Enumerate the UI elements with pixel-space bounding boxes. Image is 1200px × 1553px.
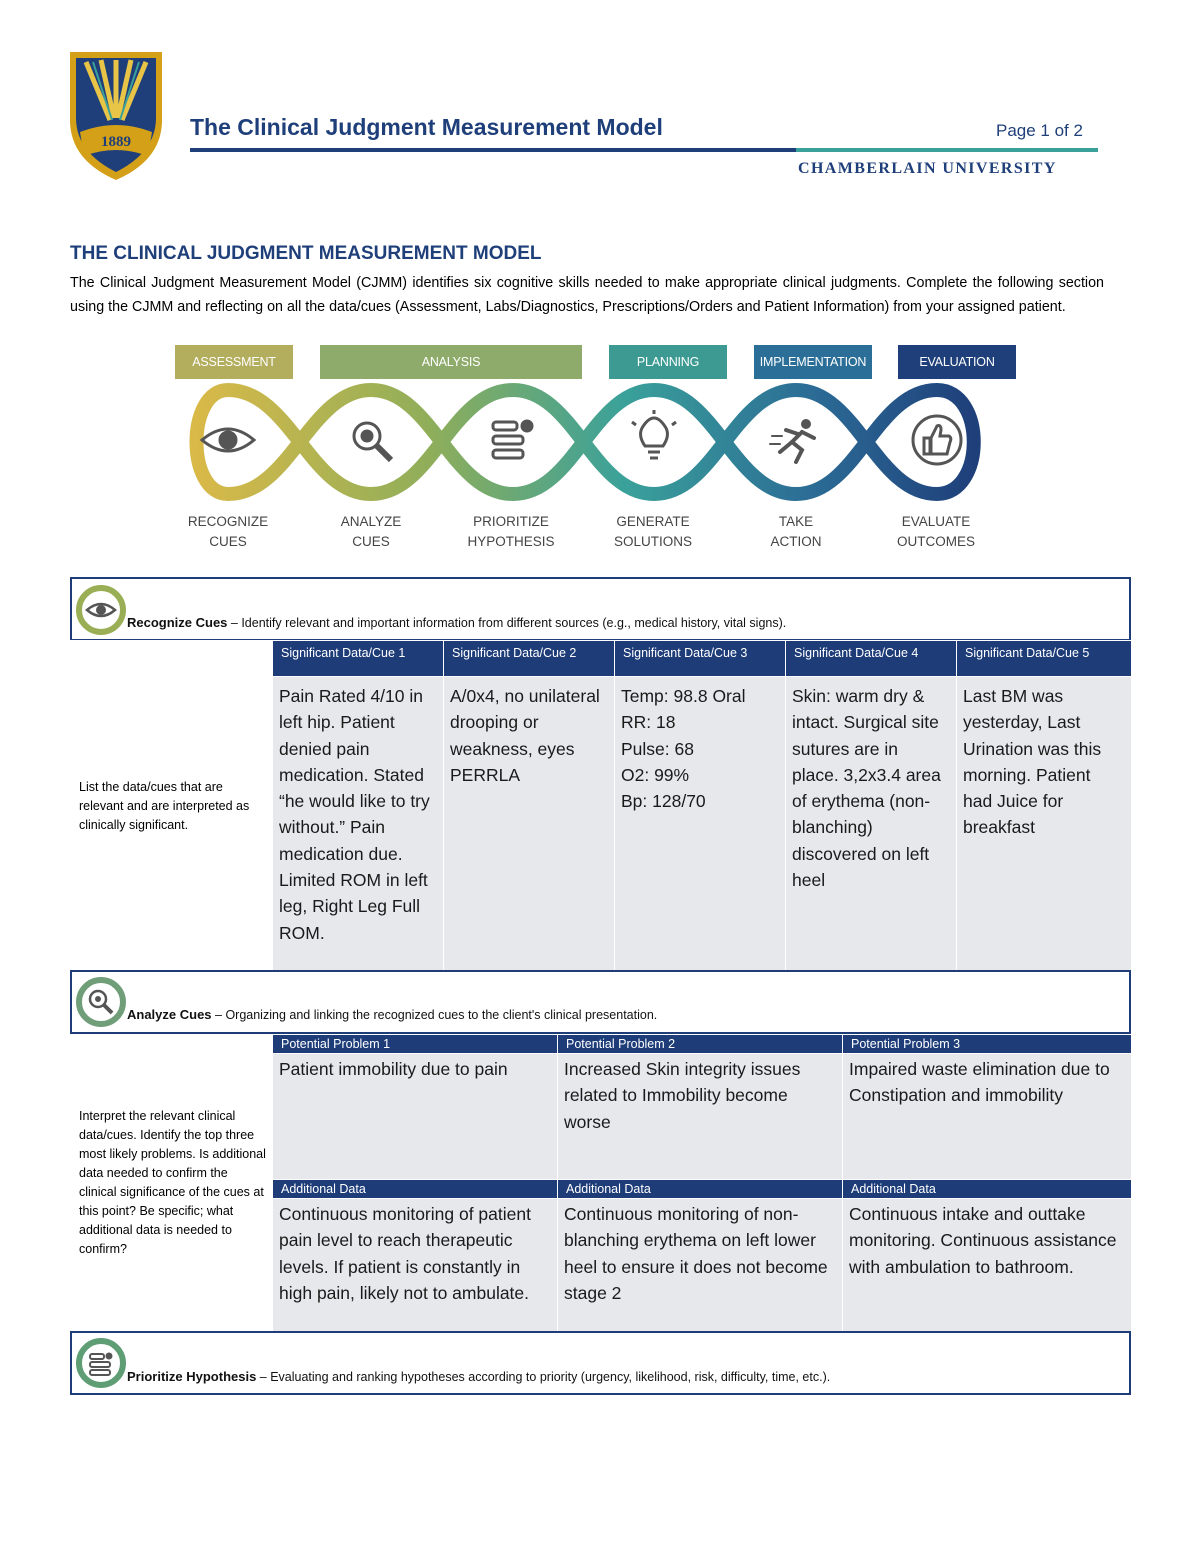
cue-header: Significant Data/Cue 5 <box>957 641 1132 677</box>
cue-cell-5[interactable]: Last BM was yesterday, Last Urination was this morning. Patient had Juice for breakfast <box>957 677 1132 972</box>
skill-recognize-cues <box>163 512 293 552</box>
phase-implementation: IMPLEMENTATION <box>754 345 872 379</box>
skill-line2: SOLUTIONS <box>613 534 692 549</box>
skill-line1: RECOGNIZE <box>187 514 269 529</box>
analyze-cues-title: Analyze Cues <box>127 1007 212 1022</box>
runner-icon <box>770 419 814 462</box>
prioritize-hypothesis-section-box <box>70 1331 1131 1395</box>
skill-evaluate-outcomes <box>871 512 1001 552</box>
analyze-cues-table <box>70 1034 1132 1332</box>
additional-data-header: Additional Data <box>273 1180 558 1199</box>
header-rule-navy <box>190 148 796 152</box>
crest-year: 1889 <box>101 134 131 150</box>
prioritize-hypothesis-desc: – Evaluating and ranking hypotheses according to priority (urgency, likelihood, risk, difficulty, time, etc.). <box>256 1370 831 1384</box>
cue-cell-3[interactable]: Temp: 98.8 Oral RR: 18 Pulse: 68 O2: 99% Bp: 128/70 <box>615 677 786 972</box>
additional-data-header: Additional Data <box>843 1180 1132 1199</box>
phase-evaluation: EVALUATION <box>898 345 1016 379</box>
analyze-cues-label: Interpret the relevant clinical data/cues. Identify the top three most likely problems. Is additional data needed to confirm the clinical significance of the cues at this point? Be specific; what additional data is needed to confirm? <box>71 1035 273 1332</box>
skill-line1: GENERATE <box>616 514 690 529</box>
additional-data-header: Additional Data <box>558 1180 843 1199</box>
skill-line2: OUTCOMES <box>896 534 975 549</box>
skill-line2: CUES <box>209 534 247 549</box>
skill-line1: EVALUATE <box>901 514 971 529</box>
skill-line2: ACTION <box>770 534 822 549</box>
additional-data-cell-2[interactable]: Continuous monitoring of non-blanching erythema on left lower heel to ensure it does not become stage 2 <box>558 1199 843 1332</box>
skill-line2: HYPOTHESIS <box>467 534 555 549</box>
recognize-cues-eye-icon <box>75 584 127 636</box>
skill-analyze-cues <box>306 512 436 552</box>
skill-generate-solutions <box>588 512 718 552</box>
page-number: Page 1 of 2 <box>996 121 1083 140</box>
cue-header: Significant Data/Cue 2 <box>444 641 615 677</box>
skill-line2: CUES <box>352 534 390 549</box>
intro-paragraph: The Clinical Judgment Measurement Model (CJMM) identifies six cognitive skills needed to make appropriate clinical judgments. Complete the following section using the CJMM and reflecting on all the data/cues (Assessment, Labs/Diagnostics, Prescriptions/Orders and Patient Information) from your assigned patient. <box>70 275 1104 315</box>
additional-data-cell-3[interactable]: Continuous intake and outtake monitoring. Continuous assistance with ambulation to bathroom. <box>843 1199 1132 1332</box>
analyze-cues-instruction <box>127 1007 657 1022</box>
skill-line1: PRIORITIZE <box>473 514 549 529</box>
section-heading: THE CLINICAL JUDGMENT MEASUREMENT MODEL <box>70 243 542 264</box>
recognize-cues-table <box>70 640 1132 972</box>
cue-header: Significant Data/Cue 3 <box>615 641 786 677</box>
phase-planning: PLANNING <box>609 345 727 379</box>
additional-data-cell-1[interactable]: Continuous monitoring of patient pain level to reach therapeutic levels. If patient is constantly in high pain, likely not to ambulate. <box>273 1199 558 1332</box>
cue-cell-1[interactable]: Pain Rated 4/10 in left hip. Patient denied pain medication. Stated “he would like to try without.” Pain medication due. Limited ROM in left leg, Right Leg Full ROM. <box>273 677 444 972</box>
problem-header: Potential Problem 1 <box>273 1035 558 1054</box>
analyze-cues-section-box <box>70 970 1131 1034</box>
recognize-cues-title: Recognize Cues <box>127 615 228 630</box>
problem-header: Potential Problem 2 <box>558 1035 843 1054</box>
problem-cell-1[interactable]: Patient immobility due to pain <box>273 1054 558 1180</box>
skill-line1: ANALYZE <box>340 514 402 529</box>
recognize-cues-section-box <box>70 577 1131 641</box>
document-title: The Clinical Judgment Measurement Model <box>190 114 663 140</box>
prioritize-hypothesis-list-icon <box>75 1337 127 1389</box>
skill-line1: TAKE <box>778 514 814 529</box>
skill-take-action <box>731 512 861 552</box>
magnifier-gear-icon <box>354 423 391 460</box>
phase-analysis: ANALYSIS <box>320 345 582 379</box>
cue-header: Significant Data/Cue 1 <box>273 641 444 677</box>
header-rule-teal <box>796 148 1098 152</box>
university-name: CHAMBERLAIN UNIVERSITY <box>798 160 1057 177</box>
phase-assessment: ASSESSMENT <box>175 345 293 379</box>
recognize-cues-label: List the data/cues that are relevant and are interpreted as clinically significant. <box>71 641 273 972</box>
recognize-cues-desc: – Identify relevant and important information from different sources (e.g., medical history, vital signs). <box>227 616 787 630</box>
prioritize-hypothesis-instruction <box>127 1369 830 1384</box>
lightbulb-icon <box>632 410 676 458</box>
cjmm-helix-diagram <box>170 378 1010 508</box>
thumbs-up-icon <box>913 416 961 464</box>
list-icon <box>493 421 532 458</box>
analyze-cues-desc: – Organizing and linking the recognized cues to the client's clinical presentation. <box>211 1008 658 1022</box>
cue-header: Significant Data/Cue 4 <box>786 641 957 677</box>
problem-header: Potential Problem 3 <box>843 1035 1132 1054</box>
problem-cell-2[interactable]: Increased Skin integrity issues related to Immobility become worse <box>558 1054 843 1180</box>
skill-prioritize-hypothesis <box>446 512 576 552</box>
eye-icon <box>202 429 254 451</box>
problem-cell-3[interactable]: Impaired waste elimination due to Constipation and immobility <box>843 1054 1132 1180</box>
cue-cell-4[interactable]: Skin: warm dry & intact. Surgical site sutures are in place. 3,2x3.4 area of erythema (non-blanching) discovered on left heel <box>786 677 957 972</box>
recognize-cues-instruction <box>127 615 786 630</box>
university-crest-logo <box>66 50 166 182</box>
cue-cell-2[interactable]: A/0x4, no unilateral drooping or weakness, eyes PERRLA <box>444 677 615 972</box>
prioritize-hypothesis-title: Prioritize Hypothesis <box>127 1369 257 1384</box>
analyze-cues-magnifier-icon <box>75 976 127 1028</box>
